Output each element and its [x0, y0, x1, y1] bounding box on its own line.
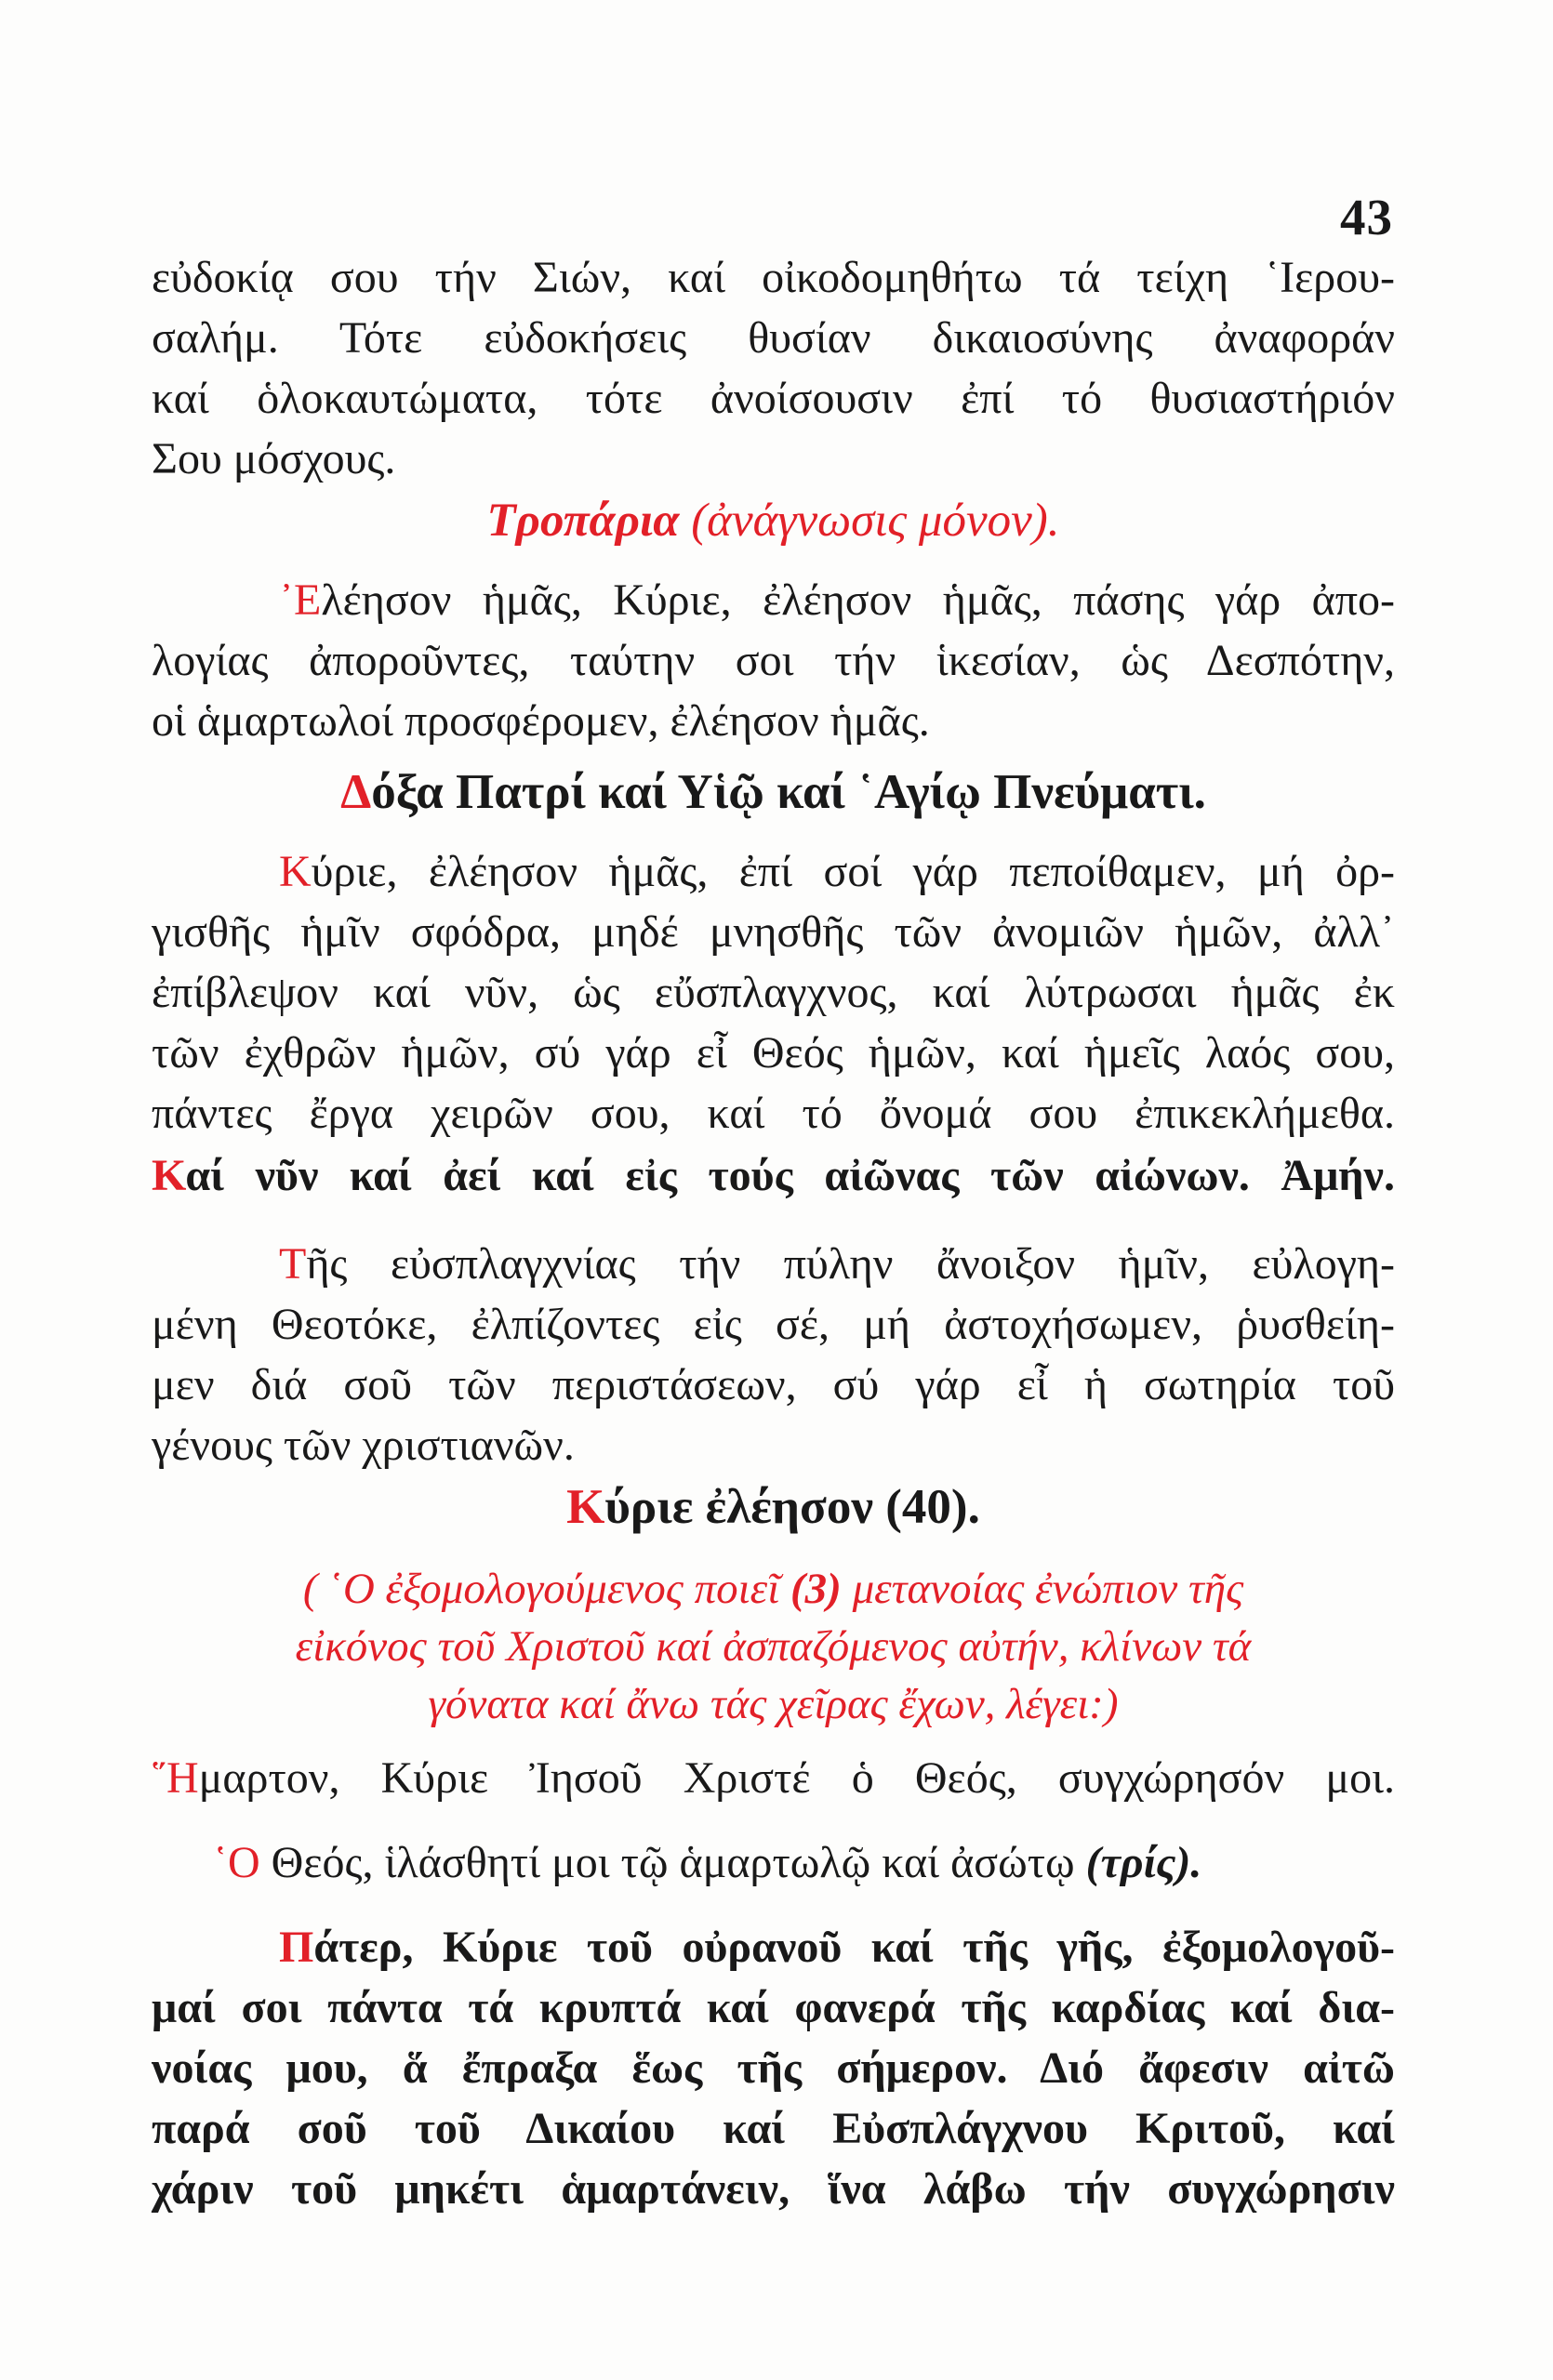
text-segment: νοίας μου, ἅ ἔπραξα ἕως τῆς σήμερον. Διό ἄφεσιν αἰτῶ [152, 2043, 1395, 2093]
text-line [152, 1917, 1395, 1977]
text-segment: ( ῾Ο ἐξομολογούμενος ποιεῖ [302, 1565, 790, 1613]
heading-kyrie-eleison-40 [152, 1477, 1395, 1538]
text-line [152, 902, 1395, 962]
red-initial: Τ [279, 1239, 307, 1289]
text-line [152, 1748, 1395, 1808]
text-line [152, 841, 1395, 902]
text-segment: λογίας ἀποροῦντες, ταύτην σοι τήν ἱκεσίαν, ὡς Δεσπότην, [152, 636, 1395, 685]
text-segment: αί νῦν καί ἀεί καί εἰς τούς αἰῶνας τῶν αἰώνων. Ἀμήν. [185, 1151, 1395, 1200]
text-segment: καί ὁλοκαυτώματα, τότε ἀνοίσουσιν ἐπί τό θυσιαστήριόν [152, 374, 1395, 423]
text-line [152, 368, 1395, 429]
text-line [152, 1477, 1395, 1538]
text-segment: γόνατα καί ἄνω τάς χεῖρας ἔχων, λέγει:) [428, 1680, 1119, 1728]
text-segment: γισθῆς ἡμῖν σφόδρα, μηδέ μνησθῆς τῶν ἀνομιῶν ἡμῶν, ἀλλ᾿ [152, 907, 1395, 957]
text-line [152, 1415, 1395, 1475]
text-segment: ῆς εὐσπλαγχνίας τήν πύλην ἄνοιξον ἡμῖν, εὐλογη- [306, 1239, 1395, 1289]
page-number: 43 [1340, 189, 1393, 245]
text-segment: ύριε, ἐλέησον ἡμᾶς, ἐπί σοί γάρ πεποίθαμεν, μή ὀρ- [311, 847, 1395, 896]
text-segment: μαί σοι πάντα τά κρυπτά καί φανερά τῆς καρδίας καί δια- [152, 1983, 1395, 2032]
text-line [152, 1023, 1395, 1083]
paragraph-pater [152, 1917, 1395, 2219]
text-line [152, 2038, 1395, 2098]
text-line [152, 2098, 1395, 2159]
text-line [152, 1355, 1395, 1415]
text-segment: άτερ, Κύριε τοῦ οὐρανοῦ καί τῆς γῆς, ἐξομολογοῦ- [313, 1923, 1395, 1972]
line-kai-nyn [152, 1145, 1395, 1206]
troparia-title: Τροπάρια [486, 495, 692, 547]
text-line [152, 429, 1395, 489]
text-segment: οἱ ἁμαρτωλοί προσφέρομεν, ἐλέησον ἡμᾶς. [152, 696, 930, 746]
text-line [213, 1832, 1395, 1893]
red-initial: Κ [152, 1151, 186, 1200]
text-line [152, 691, 1395, 751]
text-segment: χάριν τοῦ μηκέτι ἁμαρτάνειν, ἵνα λάβω τήν συγχώρησιν [152, 2164, 1395, 2214]
text-line [152, 962, 1395, 1023]
troparia-note: (ἀνάγνωσις μόνον). [691, 495, 1060, 547]
text-segment: εἰκόνος τοῦ Χριστοῦ καί ἀσπαζόμενος αὐτήν, κλίνων τά [295, 1622, 1252, 1671]
text-line [152, 1618, 1395, 1675]
line-imarton [152, 1748, 1395, 1808]
text-line [152, 491, 1395, 551]
red-initial: ᾿Ε [279, 575, 322, 625]
red-initial: ῞Η [152, 1753, 199, 1803]
paragraph-psalm [152, 247, 1395, 489]
text-segment: εὐδοκίᾳ σου τήν Σιών, καί οἰκοδομηθήτω τά τείχη ῾Ιερου- [152, 253, 1395, 302]
line-o-theos [152, 1832, 1395, 1893]
text-segment: όξα Πατρί καί Υἱῷ καί ῾Αγίῳ Πνεύματι. [371, 765, 1206, 819]
paragraph-eleison [152, 570, 1395, 751]
red-initial: Δ [340, 765, 372, 819]
text-segment: μεν διά σοῦ τῶν περιστάσεων, σύ γάρ εἶ ἡ σωτηρία τοῦ [152, 1360, 1395, 1409]
text-line [152, 1977, 1395, 2038]
text-segment: Θεός, ἱλάσθητί μοι τῷ ἁμαρτωλῷ καί ἀσώτῳ [259, 1838, 1086, 1887]
text-segment: γένους τῶν χριστιανῶν. [152, 1421, 575, 1470]
text-segment: μαρτον, Κύριε Ἰησοῦ Χριστέ ὁ Θεός, συγχώρησόν μοι. [198, 1753, 1395, 1803]
text-segment: παρά σοῦ τοῦ Δικαίου καί Εὐσπλάγχνου Κριτοῦ, καί [152, 2104, 1395, 2153]
paragraph-tis-efsplagchnias [152, 1234, 1395, 1475]
text-line [152, 1234, 1395, 1294]
text-segment: μετανοίας ἐνώπιον τῆς [841, 1565, 1244, 1613]
text-segment: ύριε ἐλέησον (40). [604, 1480, 980, 1534]
text-line [152, 1145, 1395, 1206]
text-segment: Σου μόσχους. [152, 434, 396, 483]
text-line [152, 247, 1395, 308]
text-line [152, 1560, 1395, 1618]
text-area [152, 247, 1395, 2219]
tris-note: (τρίς). [1085, 1838, 1202, 1887]
heading-troparia [152, 491, 1395, 551]
red-initial: Κ [279, 847, 312, 896]
text-segment: μένη Θεοτόκε, ἐλπίζοντες εἰς σέ, μή ἀστοχήσωμεν, ῥυσθείη- [152, 1300, 1395, 1349]
metanoias-count: (3) [790, 1565, 842, 1613]
text-line [152, 2159, 1395, 2219]
text-line [152, 1083, 1395, 1144]
text-segment: ἐπίβλεψον καί νῦν, ὡς εὔσπλαγχνος, καί λύτρωσαι ἡμᾶς ἐκ [152, 968, 1395, 1017]
text-segment: λέησον ἡμᾶς, Κύριε, ἐλέησον ἡμᾶς, πάσης γάρ ἀπο- [321, 575, 1395, 625]
rubric-instruction [152, 1560, 1395, 1733]
text-segment: πάντες ἔργα χειρῶν σου, καί τό ὄνομά σου ἐπικεκλήμεθα. [152, 1089, 1395, 1138]
text-line [152, 1675, 1395, 1733]
text-line [152, 1294, 1395, 1355]
text-line [152, 308, 1395, 368]
red-initial: Κ [566, 1480, 605, 1534]
text-segment: σαλήμ. Τότε εὐδοκήσεις θυσίαν δικαιοσύνης ἀναφοράν [152, 313, 1395, 363]
red-initial: Π [279, 1923, 314, 1972]
red-initial: ῾Ο [213, 1838, 260, 1887]
heading-doxa [152, 762, 1395, 823]
text-line [152, 762, 1395, 823]
text-line [152, 570, 1395, 630]
text-segment: τῶν ἐχθρῶν ἡμῶν, σύ γάρ εἶ Θεός ἡμῶν, καί ἡμεῖς λαός σου, [152, 1028, 1395, 1078]
text-line [152, 630, 1395, 691]
paragraph-kyrie-eleison [152, 841, 1395, 1144]
